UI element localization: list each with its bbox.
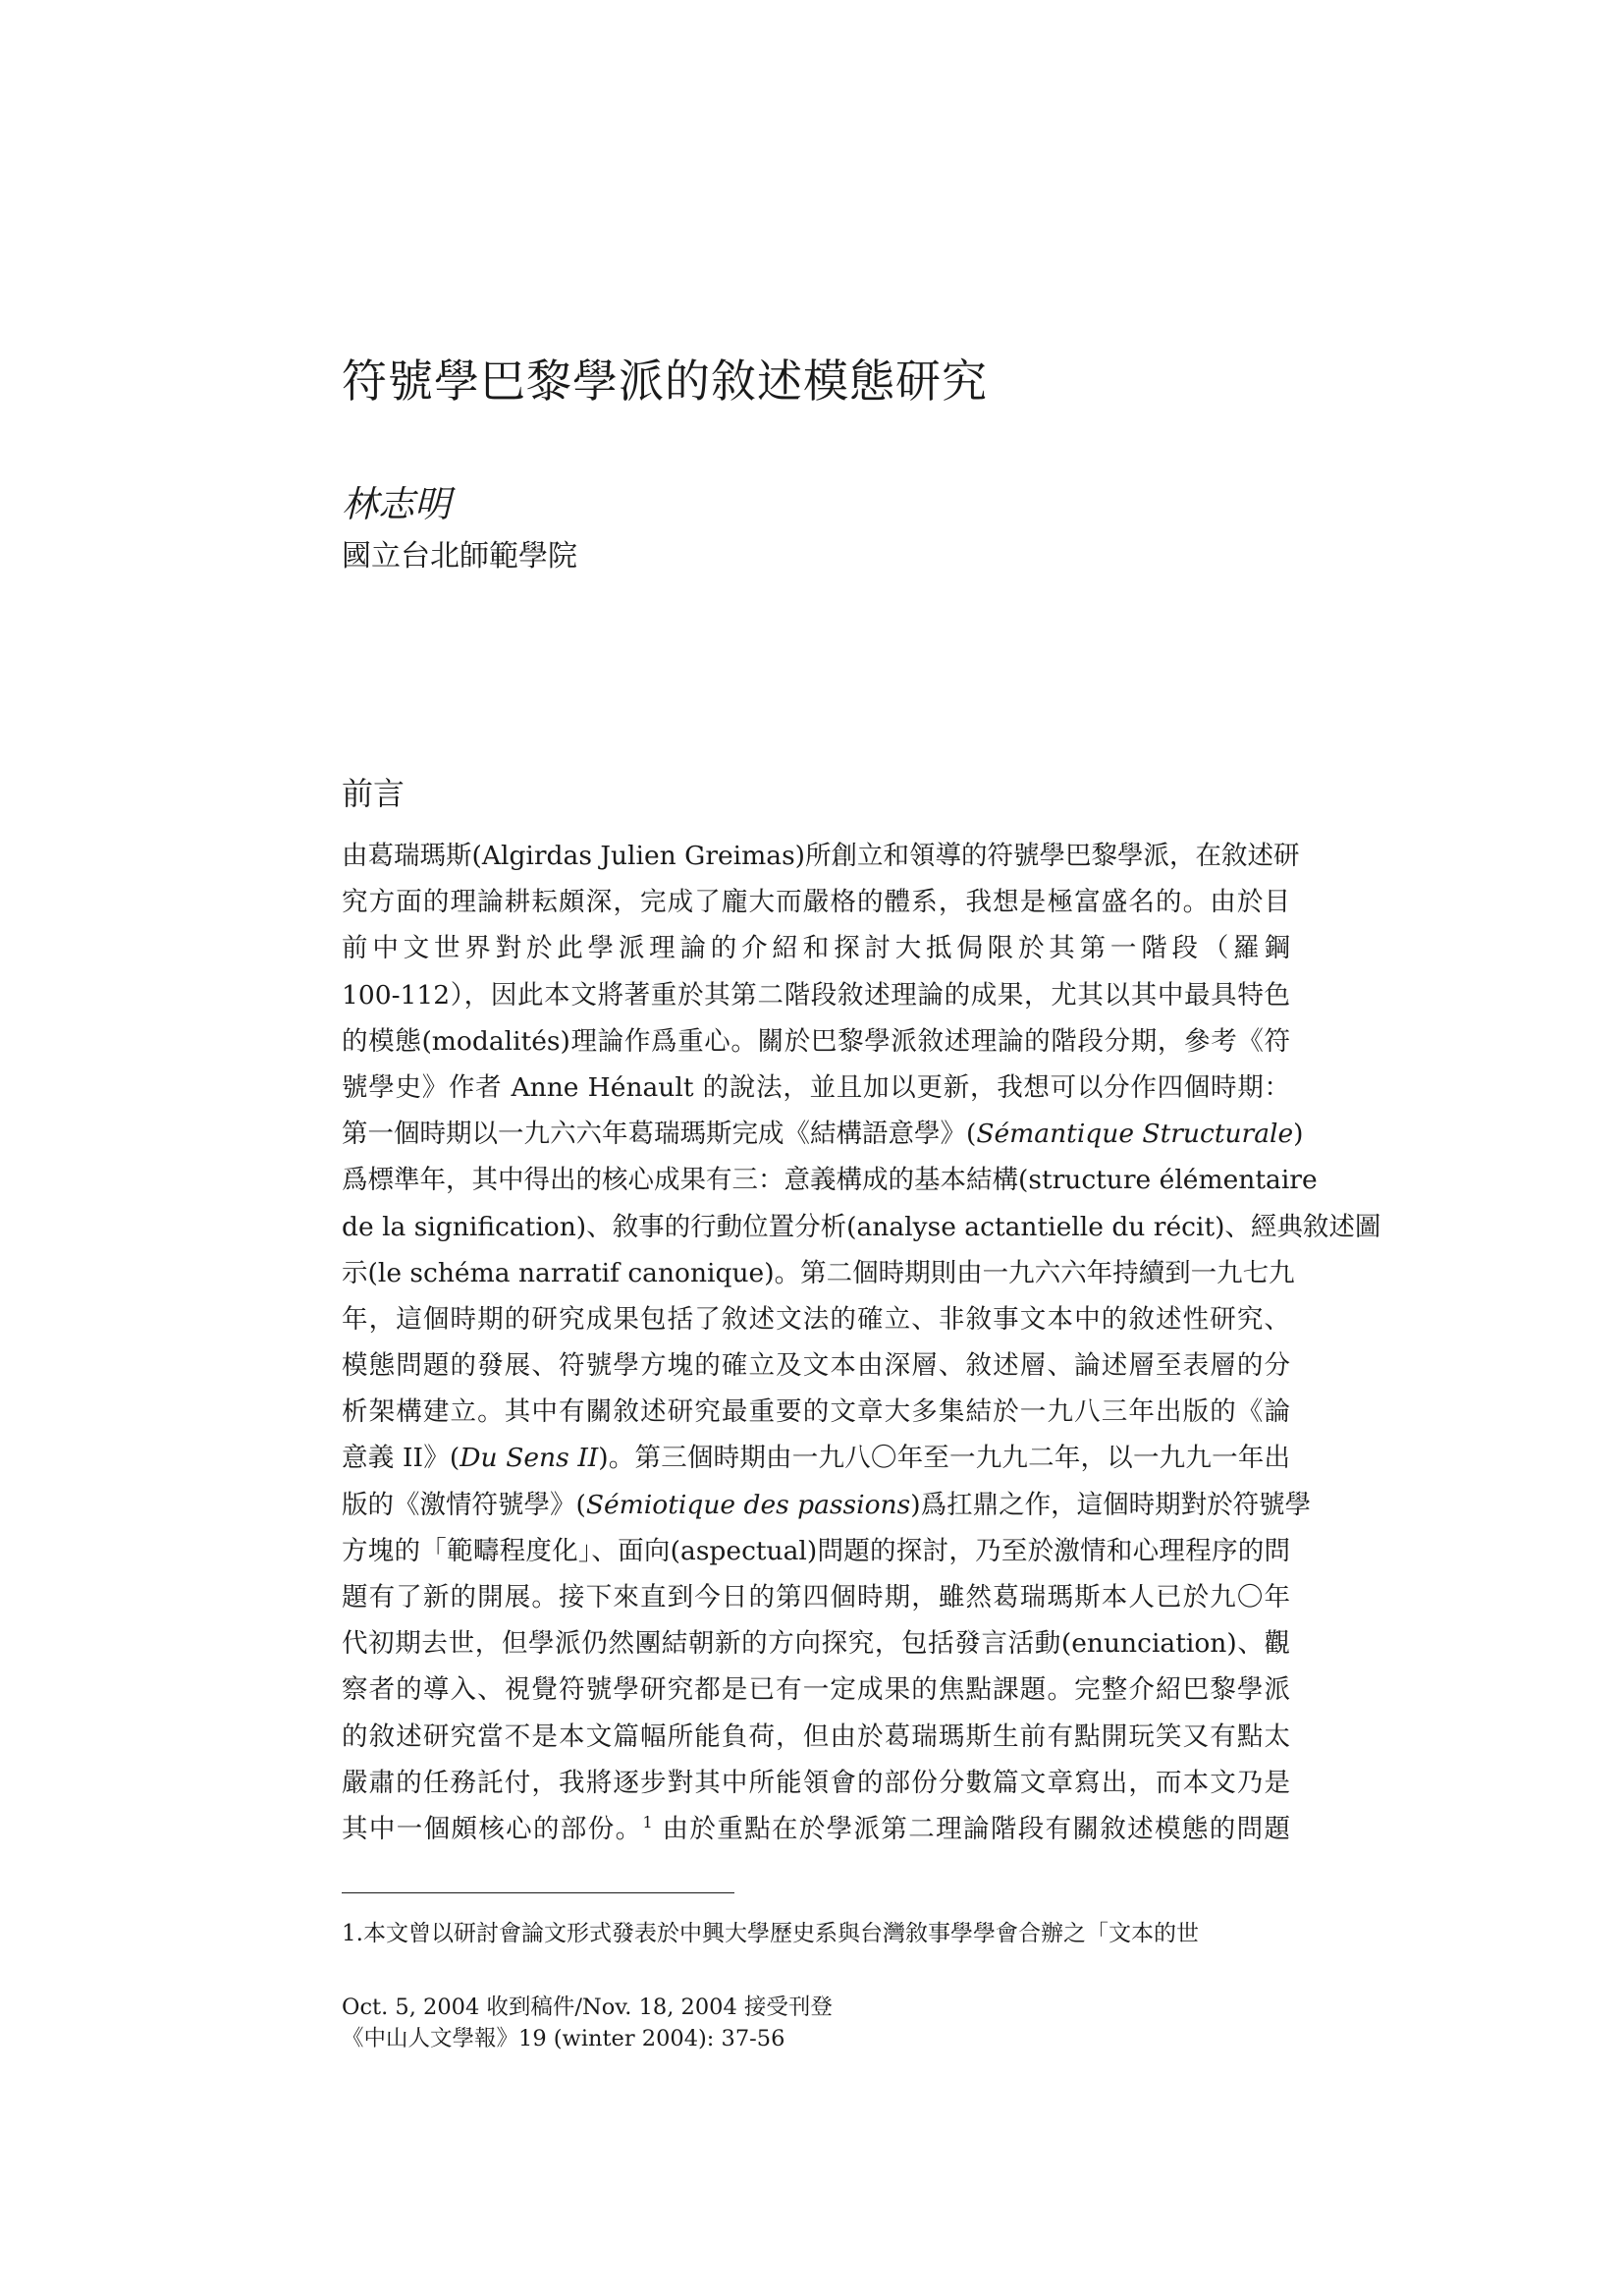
body-paragraph xyxy=(342,833,1381,1852)
body-line: 前中文世界對於此學派理論的介紹和探討大抵侷限於其第一階段（羅鋼 xyxy=(342,933,1290,964)
body-line: 方塊的「範疇程度化」、面向(aspectual)問題的探討，乃至於激情和心理程序的問 xyxy=(342,1535,1290,1566)
footnote-divider xyxy=(342,1892,734,1893)
paper-title: 符號學巴黎學派的敘述模態研究 xyxy=(342,355,988,408)
body-line: 100-112），因此本文將著重於其第二階段敘述理論的成果，尤其以其中最具特色 xyxy=(342,979,1290,1011)
body-line: 的敘述研究當不是本文篇幅所能負荷，但由於葛瑞瑪斯生前有點開玩笑又有點太 xyxy=(342,1721,1290,1752)
author-affiliation: 國立台北師範學院 xyxy=(342,539,577,574)
received-accepted-dates: Oct. 5, 2004 收到稿件/Nov. 18, 2004 接受刊登 xyxy=(342,1995,833,2020)
publication-info xyxy=(342,1992,833,2054)
body-line: 爲標準年，其中得出的核心成果有三：意義構成的基本結構(structure élémentaire xyxy=(342,1165,1318,1196)
body-line: 意義 II》(Du Sens II)。第三個時期由一九八〇年至一九九二年，以一九九一年出 xyxy=(342,1443,1290,1474)
author-name: 林志明 xyxy=(342,483,451,525)
body-line: 號學史》作者 Anne Hénault 的說法，並且加以更新，我想可以分作四個時期： xyxy=(342,1071,1290,1103)
body-line: 其中一個頗核心的部份。$^1$ 由於重點在於學派第二理論階段有關敘述模態的問題 xyxy=(342,1812,1290,1844)
body-line: 模態問題的發展、符號學方塊的確立及文本由深層、敘述層、論述層至表層的分 xyxy=(342,1350,1290,1382)
journal-citation: 《中山人文學報》19 (winter 2004): 37-56 xyxy=(342,2026,785,2051)
body-line: 由葛瑞瑪斯(Algirdas Julien Greimas)所創立和領導的符號學巴黎學派，在敘述研 xyxy=(342,841,1300,871)
body-line: 題有了新的開展。接下來直到今日的第四個時期，雖然葛瑞瑪斯本人已於九〇年 xyxy=(342,1582,1290,1613)
body-line: de la signification)、敘事的行動位置分析(analyse actantielle du récit)、經典敘述圖 xyxy=(342,1211,1381,1242)
body-line: 析架構建立。其中有關敘述研究最重要的文章大多集結於一九八三年出版的《論 xyxy=(342,1396,1290,1428)
body-line: 代初期去世，但學派仍然團結朝新的方向探究，包括發言活動(enunciation)、觀 xyxy=(342,1628,1290,1660)
body-line: 年，這個時期的研究成果包括了敘述文法的確立、非敘事文本中的敘述性研究、 xyxy=(342,1303,1290,1335)
body-line: 究方面的理論耕耘頗深，完成了龐大而嚴格的體系，我想是極富盛名的。由於目 xyxy=(342,887,1290,918)
body-line: 嚴肅的任務託付，我將逐步對其中所能領會的部份分數篇文章寫出，而本文乃是 xyxy=(342,1767,1290,1798)
body-line: 示(le schéma narratif canonique)。第二個時期則由一九六六年持續到一九七九 xyxy=(342,1257,1295,1288)
body-line: 的模態(modalités)理論作爲重心。關於巴黎學派敘述理論的階段分期，參考《符 xyxy=(342,1025,1290,1057)
footnote-1: 1.本文曾以研討會論文形式發表於中興大學歷史系與台灣敘事學學會合辦之「文本的世 xyxy=(342,1921,1199,1946)
body-line: 察者的導入、視覺符號學研究都是已有一定成果的焦點課題。完整介紹巴黎學派 xyxy=(342,1674,1290,1706)
footnote-marker[interactable]: 1 xyxy=(642,1812,653,1831)
section-heading-preface: 前言 xyxy=(342,775,406,812)
body-line: 第一個時期以一九六六年葛瑞瑪斯完成《結構語意學》(Sémantique Structurale) xyxy=(342,1119,1304,1150)
body-line: 版的《激情符號學》(Sémiotique des passions)爲扛鼎之作，這個時期對於符號學 xyxy=(342,1489,1312,1520)
